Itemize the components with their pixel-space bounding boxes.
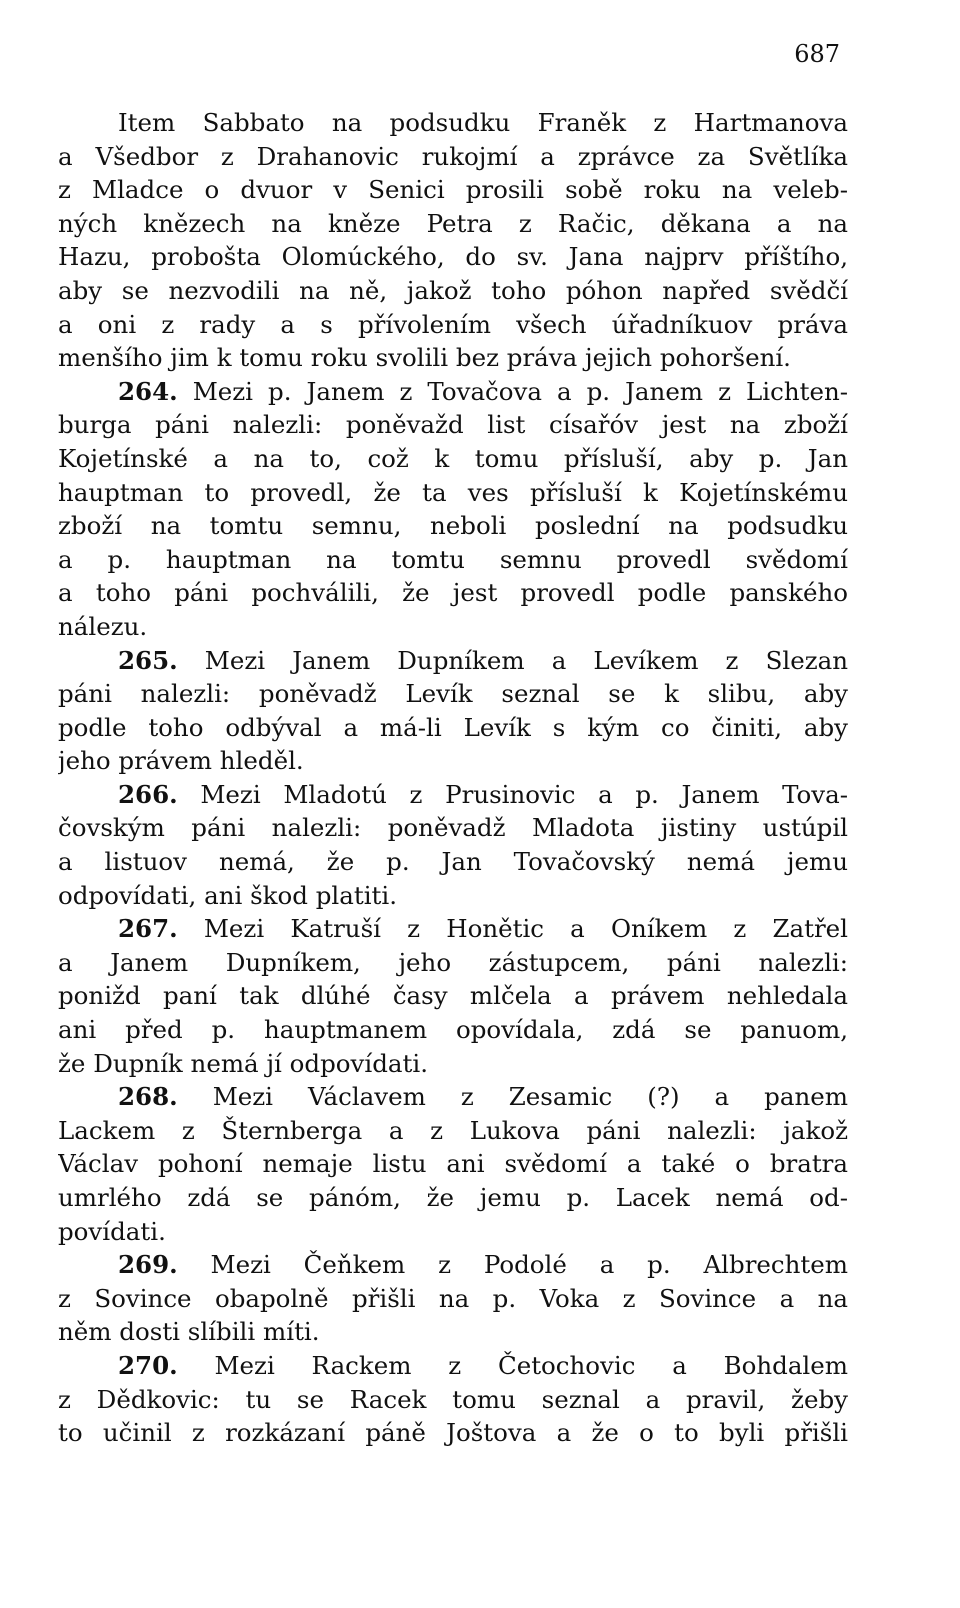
entry-number: 264. bbox=[118, 376, 178, 406]
line-text: Mezi Janem Dupníkem a Levíkem z Slezan bbox=[177, 645, 848, 675]
text-line bbox=[58, 207, 848, 241]
text-line bbox=[58, 1114, 848, 1148]
line-text: burga páni nalezli: poněvažd list císařóv jest na zboží bbox=[58, 410, 848, 440]
body-text bbox=[58, 106, 848, 1450]
text-line bbox=[58, 1282, 848, 1316]
text-line bbox=[58, 1315, 848, 1349]
line-text: odpovídati, ani škod platiti. bbox=[58, 880, 398, 910]
line-text: umrlého zdá se pánóm, že jemu p. Lacek nemá od- bbox=[58, 1183, 848, 1212]
text-line bbox=[58, 1248, 848, 1282]
line-text: Mezi Mladotú z Prusinovic a p. Janem Tova- bbox=[177, 779, 848, 809]
text-line bbox=[58, 711, 848, 745]
line-text: a Všedbor z Drahanovic rukojmí a zprávce za Světlíka bbox=[58, 141, 848, 171]
line-text: aby se nezvodili na ně, jakož toho póhon napřed svědčí bbox=[58, 275, 848, 305]
entry-number: 268. bbox=[118, 1082, 178, 1112]
line-text: Lackem z Šternberga a z Lukova páni nalezli: jakož bbox=[58, 1115, 848, 1145]
text-line bbox=[58, 879, 848, 913]
line-text: z Dědkovic: tu se Racek tomu seznal a pravil, žeby bbox=[58, 1384, 848, 1414]
text-line bbox=[58, 644, 848, 678]
line-text: a oni z rady a s přívolením všech úřadníkuov práva bbox=[58, 309, 848, 339]
text-line bbox=[58, 543, 848, 577]
line-text: hauptman to provedl, že ta ves přísluší k Kojetínskému bbox=[58, 477, 848, 507]
text-line bbox=[58, 308, 848, 342]
line-text: Kojetínské a na to, což k tomu přísluší, aby p. Jan bbox=[58, 443, 848, 473]
entry-number: 265. bbox=[118, 645, 178, 675]
line-text: a toho páni pochválili, že jest provedl podle panského bbox=[58, 578, 848, 608]
line-text: jeho právem hleděl. bbox=[58, 746, 304, 776]
entry-number: 266. bbox=[118, 779, 178, 809]
line-text: ani před p. hauptmanem opovídala, zdá se panuom, bbox=[58, 1015, 848, 1045]
text-line bbox=[58, 1416, 848, 1450]
line-text: a Janem Dupníkem, jeho zástupcem, páni nalezli: bbox=[58, 947, 848, 977]
text-line bbox=[58, 811, 848, 845]
entry-number: 269. bbox=[118, 1250, 178, 1280]
line-text: menšího jim k tomu roku svolili bez práva jejich pohoršení. bbox=[58, 343, 791, 373]
line-text: podle toho odbýval a má-li Levík s kým co činiti, aby bbox=[58, 712, 848, 742]
text-line bbox=[58, 744, 848, 778]
text-line bbox=[58, 1383, 848, 1417]
line-text: páni nalezli: poněvadž Levík seznal se k slibu, aby bbox=[58, 679, 848, 709]
text-line bbox=[58, 408, 848, 442]
text-line bbox=[58, 140, 848, 174]
text-line bbox=[58, 1215, 848, 1249]
text-line bbox=[58, 946, 848, 980]
line-text: a p. hauptman na tomtu semnu provedl svědomí bbox=[58, 544, 848, 574]
text-line bbox=[58, 274, 848, 308]
line-text: něm dosti slíbili míti. bbox=[58, 1317, 320, 1347]
text-line bbox=[58, 1349, 848, 1383]
line-text: to učinil z rozkázaní páně Joštova a že o to byli přišli bbox=[58, 1418, 848, 1448]
text-line bbox=[58, 1147, 848, 1181]
line-text: čovským páni nalezli: poněvadž Mladota jistiny ustúpil bbox=[58, 813, 848, 843]
text-line bbox=[58, 979, 848, 1013]
text-line bbox=[58, 1181, 848, 1215]
page-number: 687 bbox=[794, 40, 840, 68]
text-line bbox=[58, 1013, 848, 1047]
text-line bbox=[58, 442, 848, 476]
text-line bbox=[58, 476, 848, 510]
text-line bbox=[58, 610, 848, 644]
line-text: a listuov nemá, že p. Jan Tovačovský nemá jemu bbox=[58, 847, 848, 877]
line-text: Václav pohoní nemaje listu ani svědomí a také o bratra bbox=[58, 1149, 848, 1179]
line-text: ných knězech na kněze Petra z Račic, děkana a na bbox=[58, 208, 848, 238]
line-text: Mezi Čeňkem z Podolé a p. Albrechtem bbox=[177, 1250, 848, 1280]
line-text: Mezi Václavem z Zesamic (?) a panem bbox=[177, 1082, 848, 1112]
text-line bbox=[58, 1047, 848, 1081]
line-text: že Dupník nemá jí odpovídati. bbox=[58, 1048, 428, 1078]
line-text: Hazu, probošta Olomúckého, do sv. Jana najprv příštího, bbox=[58, 242, 848, 272]
text-line bbox=[58, 240, 848, 274]
text-line bbox=[58, 912, 848, 946]
line-text: Mezi p. Janem z Tovačova a p. Janem z Lichten- bbox=[177, 376, 848, 406]
line-text: povídati. bbox=[58, 1216, 166, 1246]
line-text: nálezu. bbox=[58, 611, 148, 641]
line-text: z Sovince obapolně přišli na p. Voka z Sovince a na bbox=[58, 1283, 848, 1313]
entry-number: 270. bbox=[118, 1350, 178, 1380]
text-line bbox=[58, 1080, 848, 1114]
text-line bbox=[58, 845, 848, 879]
text-line bbox=[58, 375, 848, 409]
text-line bbox=[58, 509, 848, 543]
text-line bbox=[58, 173, 848, 207]
text-line bbox=[58, 576, 848, 610]
line-text: z Mladce o dvuor v Senici prosili sobě roku na veleb- bbox=[58, 175, 848, 205]
text-line bbox=[58, 778, 848, 812]
line-text: zboží na tomtu semnu, neboli poslední na podsudku bbox=[58, 511, 848, 541]
line-text: ponižd paní tak dlúhé časy mlčela a právem nehledala bbox=[58, 981, 848, 1011]
entry-number: 267. bbox=[118, 914, 178, 944]
line-text: Item Sabbato na podsudku Franěk z Hartmanova bbox=[118, 108, 848, 137]
text-line bbox=[58, 341, 848, 375]
text-line bbox=[58, 106, 848, 140]
line-text: Mezi Katruší z Honětic a Oníkem z Zatřel bbox=[177, 914, 848, 944]
line-text: Mezi Rackem z Četochovic a Bohdalem bbox=[177, 1350, 848, 1380]
text-line bbox=[58, 677, 848, 711]
